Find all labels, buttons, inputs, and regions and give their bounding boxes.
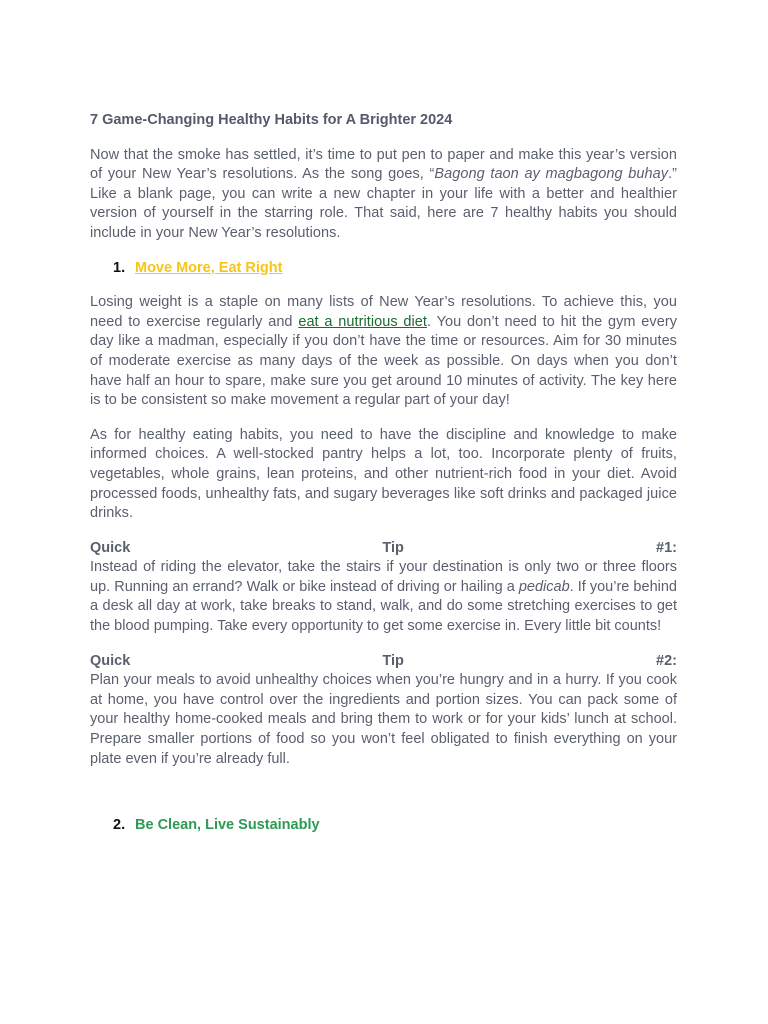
tip-1-text-before: Instead of riding the elevator, take the stairs if your destination is only two or three floors up. Running an errand? Walk or bike instead of driving or hailing a <box>90 559 677 595</box>
quick-tip-2 <box>90 652 677 770</box>
intro-text-2: .” Like a blank page, you can write a new chapter in your life with a better and healthier version of yourself in the starring role. That said, here are 7 healthy habits you should include in your New Year’s resolutions. <box>90 166 677 241</box>
section-1-heading-link[interactable]: Move More, Eat Right <box>135 259 283 276</box>
article-title: 7 Game-Changing Healthy Habits for A Brighter 2024 <box>90 112 453 128</box>
section-2-number: 2. <box>113 817 126 834</box>
tip-1-word-tip: Tip <box>382 539 404 556</box>
section-1-paragraph-1 <box>90 293 677 411</box>
quick-tip-1 <box>90 539 677 637</box>
intro-song-title: Bagong taon ay magbagong buhay <box>434 166 669 183</box>
quick-tip-2-body: Plan your meals to avoid unhealthy choices when you’re hungry and in a hurry. If you cook at home, you have control over the ingredients and portion sizes. You can pack some of your healthy home-cooked meals and bring them to work or for your kids’ lunch at school. Prepare smaller portions of food so you won’t feel obligated to finish everything on your plate even if you’re already full. <box>90 672 677 767</box>
tip-2-word-quick: Quick <box>90 652 131 669</box>
section-1-paragraph-2: As for healthy eating habits, you need to have the discipline and knowledge to make informed choices. A well-stocked pantry helps a lot, too. Incorporate plenty of fruits, vegetables, whole grains, lean proteins, and other nutrient-rich food in your diet. Avoid processed foods, unhealthy fats, and sugary beverages like soft drinks and packaged juice drinks. <box>90 426 677 522</box>
intro-text-1: Now that the smoke has settled, it’s time to put pen to paper and make this year’s version of your New Year’s resolutions. As the song goes, “ <box>90 146 677 183</box>
document-page <box>90 111 677 851</box>
tip-2-word-tip: Tip <box>382 652 404 669</box>
tip-1-word-quick: Quick <box>90 539 131 556</box>
tip-1-pedicab: pedicab <box>518 578 570 595</box>
s1p1-text-after: . You don’t need to hit the gym every day like a madman, especially if you don’t have the time or resources. Aim for 30 minutes of moderate exercise as many days of the week as possible. On days when you don’t have half an hour to spare, make sure you get around 10 minutes of activity. The key here is to be consistent so make movement a regular part of your day! <box>90 313 677 409</box>
quick-tip-1-body <box>90 558 677 636</box>
section-2-heading-text: Be Clean, Live Sustainably <box>135 817 320 834</box>
section-1-heading <box>90 259 677 279</box>
nutritious-diet-link[interactable]: eat a nutritious diet <box>298 313 427 330</box>
intro-paragraph <box>90 146 677 244</box>
quick-tip-2-label <box>90 652 677 672</box>
tip-1-word-number: #1: <box>656 539 677 556</box>
s1p1-text-before: Losing weight is a staple on many lists of New Year’s resolutions. To achieve this, you need to exercise regularly and <box>90 294 677 330</box>
tip-2-word-number: #2: <box>656 652 677 669</box>
quick-tip-1-label <box>90 539 677 559</box>
tip-1-text-after: . If you’re behind a desk all day at work, take breaks to stand, walk, and do some stretching exercises to get the blood pumping. Take every opportunity to get some exercise in. Every little bit counts! <box>90 578 677 635</box>
section-2-heading <box>90 816 677 836</box>
section-spacer <box>90 784 677 816</box>
section-1-number: 1. <box>113 259 126 276</box>
